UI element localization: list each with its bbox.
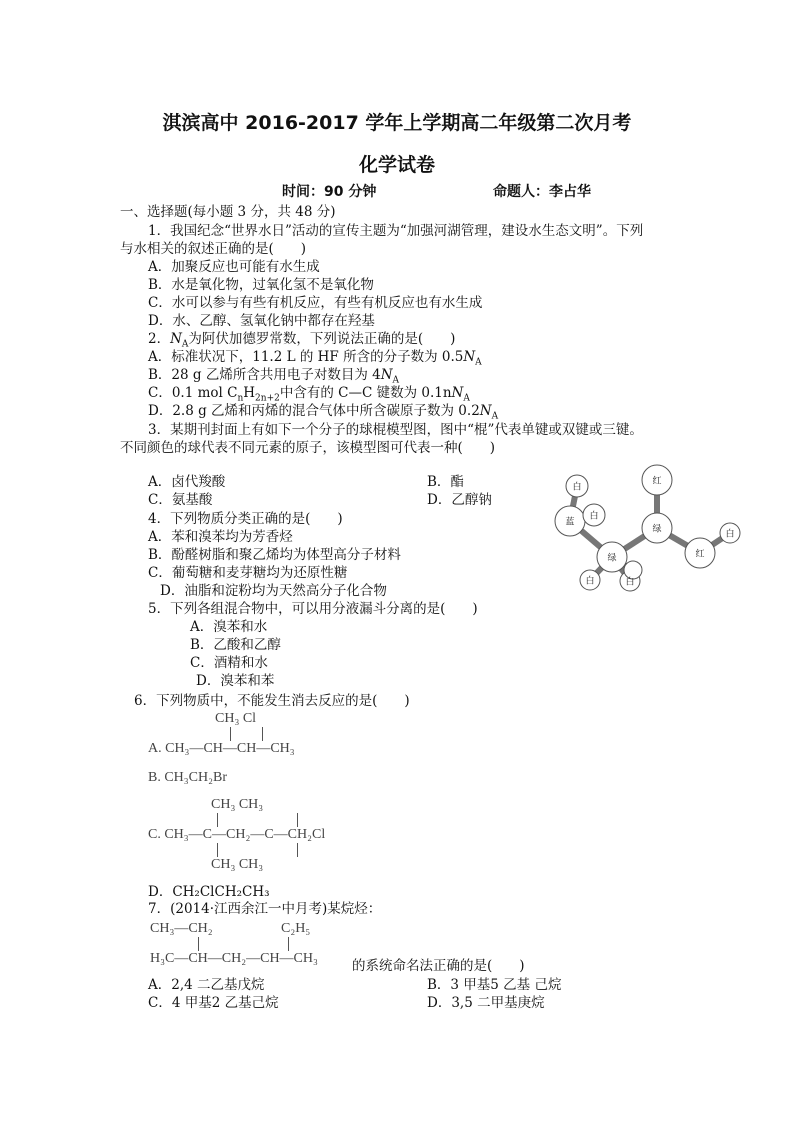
q7-option-b: B．3 甲基5 乙基 己烷 (427, 977, 562, 993)
q6-option-d: D．CH₂ClCH₂CH₃ (148, 884, 270, 900)
atom-green-label-1: 绿 (607, 553, 617, 564)
q1-option-a: A．加聚反应也可能有水生成 (148, 259, 320, 275)
q2-option-d: D．2.8 g 乙烯和丙烯的混合气体中所含碳原子数为 $0.2N_A$ (148, 403, 499, 422)
q7-top-right-branch: C₂H₅ (281, 921, 311, 936)
q5-option-c: C．酒精和水 (190, 655, 268, 671)
q3-stem-line1: 3．某期刊封面上有如下一个分子的球棍模型图，图中“棍”代表单键或双键或三键。 (148, 422, 643, 438)
q6-c-bond-bottom-1 (217, 843, 218, 857)
q2-option-a: A．标准状况下，11.2 L 的 HF 所含的分子数为 $0.5N_A$ (148, 349, 482, 368)
q3-option-d: D．乙醇钠 (427, 492, 492, 508)
q6-a-substituents: CH₃ Cl (215, 711, 257, 726)
atom-white-label-3: 白 (585, 576, 595, 587)
q3-option-b: B．酯 (427, 474, 464, 490)
q4-stem: 4．下列物质分类正确的是( ) (148, 511, 343, 527)
q2-stem: 2．$N_A$为阿伏加德罗常数，下列说法正确的是( ) (148, 331, 456, 350)
atom-blue-label: 蓝 (565, 517, 575, 528)
model-atoms (555, 465, 740, 591)
q4-option-b: B．酚醛树脂和聚乙烯均为体型高分子材料 (148, 547, 401, 563)
atom-white-label-4: 白 (625, 577, 635, 588)
atom-red-label-2: 红 (695, 549, 705, 560)
q7-option-c: C．4 甲基2 乙基己烷 (148, 995, 279, 1011)
q4-option-a: A．苯和溴苯均为芳香烃 (148, 529, 293, 545)
q1-stem-line2: 与水相关的叙述正确的是( ) (120, 241, 307, 257)
q7-stem: 7．(2014·江西余江一中月考)某烷烃： (148, 901, 382, 917)
q6-c-bond-top-1 (217, 813, 218, 827)
q6-a-bond-1 (230, 727, 231, 741)
q1-option-b: B．水是氧化物，过氧化氢不是氧化物 (148, 277, 374, 293)
q6-c-top-substituents: CH₃ CH₃ (211, 797, 264, 812)
q5-option-b: B．乙酸和乙醇 (190, 637, 281, 653)
atom-white-label-1: 白 (572, 482, 582, 493)
q7-main-chain: H₃C—CH—CH₂—CH—CH₃ (150, 951, 318, 966)
q7-option-d: D．3,5 二甲基庚烷 (427, 995, 545, 1011)
q4-option-c: C．葡萄糖和麦芽糖均为还原性糖 (148, 565, 348, 581)
q6-c-bottom-substituents: CH₃ CH₃ (211, 857, 264, 872)
section-heading: 一、选择题(每小题 3 分，共 48 分) (120, 204, 336, 220)
q2-option-c: C．0.1 mol $C_nH_{2n+2}$中含有的 C—C 键数为 $0.1nN_A$ (148, 385, 470, 404)
atom-white-5 (624, 561, 642, 579)
q7-stem-tail: 的系统命名法正确的是( ) (352, 958, 525, 974)
q7-option-a: A．2,4 二乙基戊烷 (148, 977, 265, 993)
exam-author: 命题人：李占华 (493, 184, 591, 200)
q7-top-left-branch: CH₃—CH₂ (150, 921, 213, 936)
q1-stem-line1: 1．我国纪念“世界水日”活动的宣传主题为“加强河湖管理，建设水生态文明”。下列 (148, 223, 644, 239)
exam-title: 淇滨高中 2016-2017 学年上学期高二年级第二次月考 (162, 112, 632, 134)
q1-option-d: D．水、乙醇、氢氧化钠中都存在羟基 (148, 313, 375, 329)
q2-na-symbol: N (170, 331, 182, 347)
q3-option-a: A．卤代羧酸 (148, 474, 226, 490)
q6-option-b: B. CH₃CH₂Br (148, 770, 227, 785)
atom-white-label-6: 白 (725, 529, 735, 540)
q6-stem: 6．下列物质中，不能发生消去反应的是( ) (134, 693, 410, 709)
atom-red-label-1: 红 (652, 476, 662, 487)
q7-bond-left (198, 937, 199, 951)
q4-option-d: D．油脂和淀粉均为天然高分子化合物 (160, 583, 387, 599)
q3-stem-line2: 不同颜色的球代表不同元素的原子，该模型图可代表一种( ) (120, 440, 496, 456)
q6-option-c: C. CH₃—C—CH₂—C—CH₂Cl (148, 827, 326, 842)
q3-option-c: C．氨基酸 (148, 492, 213, 508)
q6-option-a: A. CH₃—CH—CH—CH₃ (148, 741, 295, 756)
q2-option-b: B．28 g 乙烯所含共用电子对数目为 $4N_A$ (148, 367, 400, 386)
atom-green-label-2: 绿 (652, 524, 662, 535)
exam-subject: 化学试卷 (358, 154, 435, 176)
q5-stem: 5．下列各组混合物中，可以用分液漏斗分离的是( ) (148, 601, 478, 617)
q5-option-d: D．溴苯和苯 (196, 673, 275, 689)
q6-a-bond-2 (262, 727, 263, 741)
q6-c-bond-bottom-2 (297, 843, 298, 857)
q1-option-c: C．水可以参与有些有机反应，有些有机反应也有水生成 (148, 295, 483, 311)
atom-white-label-2: 白 (589, 511, 599, 522)
q6-c-bond-top-2 (297, 813, 298, 827)
q5-option-a: A．溴苯和水 (190, 619, 268, 635)
q7-bond-right (288, 937, 289, 951)
exam-time: 时间：90 分钟 (282, 184, 377, 200)
ball-stick-model (550, 458, 750, 598)
